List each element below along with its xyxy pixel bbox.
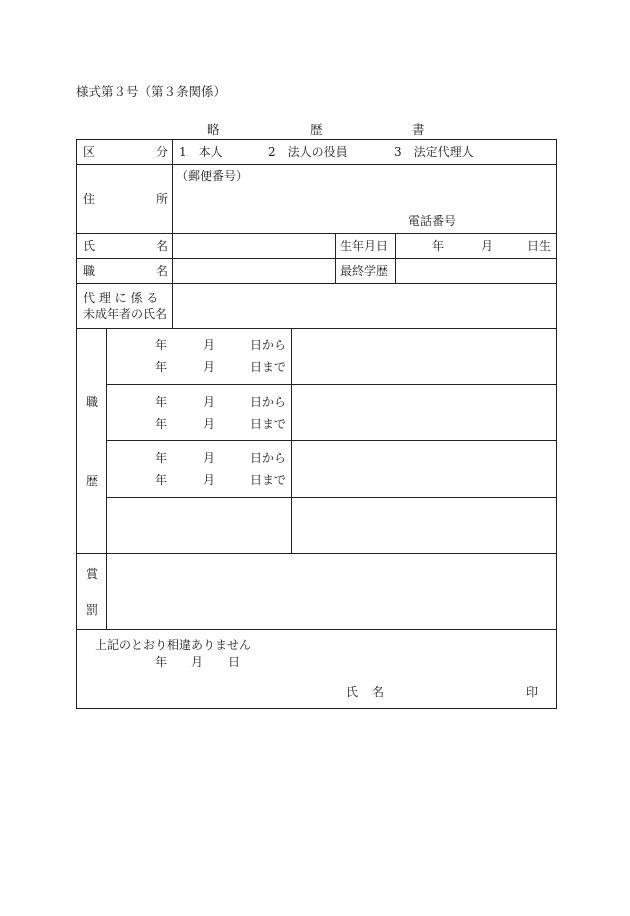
address-label-1: 住 [83,192,96,206]
kubun-label-1: 区 [83,145,96,159]
career-3-to-month: 月 [203,473,216,487]
dob-month: 月 [481,239,494,253]
kubun-option-2: 2 法人の役員 [268,145,348,159]
name-label-1: 氏 [83,239,96,253]
occupation-label-1: 職 [83,264,96,278]
education-label: 最終学歴 [340,264,389,278]
declaration-year: 年 [155,655,168,669]
minor-label-line-1: 代 理 に 係 る [83,291,159,305]
career-2-to-day: 日まで [250,417,287,431]
name-label-2: 名 [156,239,169,253]
declaration-month: 月 [191,655,204,669]
address-label-2: 所 [156,192,169,206]
form-number: 様式第３号（第３条関係） [76,84,227,99]
career-2-from-year: 年 [155,395,168,409]
career-2-to-month: 月 [203,417,216,431]
seal-mark: 印 [526,685,539,699]
kubun-option-1: 1 本人 [179,145,223,159]
title-char-3: 書 [412,122,425,137]
declaration-day: 日 [228,655,241,669]
career-1-to-year: 年 [155,360,168,374]
occupation-label-2: 名 [156,264,169,278]
career-3-from-month: 月 [203,451,216,465]
career-3-to-day: 日まで [250,473,287,487]
dob-label: 生年月日 [340,239,389,253]
phone-number-label: 電話番号 [408,214,457,228]
career-1-to-day: 日まで [250,360,287,374]
dob-day: 日生 [527,239,552,253]
awards-label-2: 罰 [86,603,99,617]
career-3-from-day: 日から [250,451,287,465]
career-3-from-year: 年 [155,451,168,465]
kubun-option-3: 3 法定代理人 [394,145,474,159]
career-1-to-month: 月 [203,360,216,374]
dob-year: 年 [432,239,445,253]
title-char-1: 略 [207,122,220,137]
career-label-1: 職 [86,395,99,409]
kubun-label-2: 分 [156,145,169,159]
career-1-from-year: 年 [155,338,168,352]
awards-label-1: 賞 [86,567,99,581]
career-1-from-month: 月 [203,338,216,352]
career-2-to-year: 年 [155,417,168,431]
postal-code-label: （郵便番号） [176,169,249,183]
career-2-from-day: 日から [250,395,287,409]
career-1-from-day: 日から [250,338,287,352]
career-label-2: 歴 [86,474,99,488]
career-3-to-year: 年 [155,473,168,487]
minor-label-line-2: 未成年者の氏名 [83,307,168,321]
career-2-from-month: 月 [203,395,216,409]
declaration-statement: 上記のとおり相違ありません [95,638,252,652]
signature-name-label-2: 名 [372,685,385,699]
title-char-2: 歴 [310,122,323,137]
signature-name-label-1: 氏 [346,685,359,699]
